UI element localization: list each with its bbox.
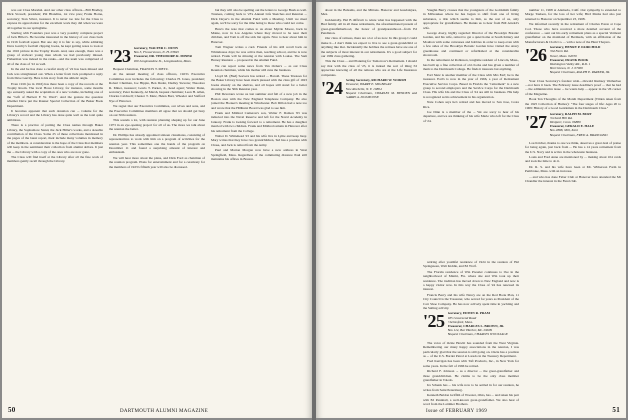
paragraph: Incidentally. Hal B difficult to relate what has happened with the Bud family. All in all these retirements, the aforementioned present of great-grandfatherhood, the honor of grandparenthood—from Ed Pendleton. bbox=[321, 17, 417, 36]
page-number: 50 bbox=[8, 406, 16, 414]
paragraph: Book Ten Thoughts of the Month Department (Tilden taken from the 1925 Collection of Humor): "The four stages of life: Ages 20 to 1969: History of a Good Gentleman in the Dartmouth Class." bbox=[525, 97, 621, 111]
paragraph: This the Class ... and Planning for Tomorrow's Retirement. I should say that with the class of '23, it is indeed the sort of thing I'd appreciate knowing of all the retirees who are at the Life Insurance companies. bbox=[321, 59, 417, 77]
paragraph: We will hear more about the plans, and Dick Ford as chairman of the reunion program. Plans for entertainment and for a ceremony for the members of 1923's fiftieth year will also be discussed. bbox=[109, 155, 205, 169]
paragraph: Bequest Chairman, FRANCIS T. METZ. bbox=[113, 67, 169, 71]
left-column-3 bbox=[211, 8, 307, 404]
officer-line: Westport, Conn. 06880 bbox=[549, 119, 581, 124]
left-page bbox=[2, 2, 312, 418]
paragraph: We informed recently in the retirement of Charles Eaton at Cape Cod. Those who have received a more detailed account of the conference ... sent out his early retirement plans as a special Vermont grandfather on the mainland of Bermuda, with an affiliation of the Manufacturers & Cloth Co. ... with a note of the Hunt Thayers. bbox=[525, 22, 621, 44]
right-column-1 bbox=[321, 8, 417, 404]
class-officers-block bbox=[550, 45, 621, 74]
officer-line: Morristown, N. J. 07960 bbox=[549, 66, 583, 71]
right-column-3 bbox=[525, 8, 621, 404]
officer-line: Bequest Chairman, CHARLES WOOLSAGE bbox=[447, 332, 508, 337]
paragraph: The Class will find itself at the Library after all the fine work of members gently recall through the Library. bbox=[7, 155, 103, 164]
officer-line: 960 Longmeadow St., Longmeadow, Mass. bbox=[133, 58, 192, 63]
right-footer-title bbox=[426, 409, 487, 415]
paragraph: ... and who has done Faber Club at Hanover have attended the Mr Chandler the interest in the Fund club. bbox=[525, 174, 621, 183]
officer-line: Old Farm Rd. bbox=[549, 49, 569, 54]
officer-line: Treasurer, HARRY E. MIGBIGAN bbox=[345, 82, 392, 87]
magazine-title: DARTMOUTH ALUMNI MAGAZINE bbox=[120, 409, 209, 414]
paragraph: It becomes apparent that such donation can ... volume for the Library's record and the Library has done quite well as the total quite ambitious. bbox=[7, 108, 103, 122]
paragraph: Lloyd M. (Bud) Seevers has retired ... Harold. These Trustees for the Baker Library have been much pleased with the class gift of 1923 books already on the shelves, and all hopes still stand for a better showing in the 50th Reunion year. bbox=[211, 73, 307, 91]
paragraph: Fred Kerrigan has been with Taft Products, Inc., in New York for some years. In the fall of 1966 he retired. bbox=[423, 359, 519, 368]
paragraph: Kenneth Beldon Griffith of Wooster, Ohio, has ... and taken his part with Ed Pennhall, a well-known great-grandfather. We also hear of word from the Lattimer Brothers. bbox=[423, 393, 519, 406]
officer-line: Treasurer, CHARLES L. BROWN, JR. bbox=[447, 324, 505, 329]
paragraph: This sounds a lot, with reunion planning shaping up for our June 1973 in an eye-opening project for all of us. The more we talk about the reunion the better. bbox=[109, 118, 205, 132]
right-column-2-lower bbox=[423, 260, 519, 408]
paragraph: In the retirement Al Robinson, longtime resident of Lincoln, Mass., has built up a fine collection of old clocks and has given a number of them to the Dartmouth College. He finds it interests but anything. bbox=[423, 58, 519, 72]
right-footer bbox=[612, 407, 620, 415]
officer-line: Washington Valley Rd., R.D. 1 bbox=[549, 62, 591, 67]
paragraph: number 11, 1968 at Alameda, Calif. Our sympathy is extended to Marge Taulsen, for the loss of her wife; Bird Marks had also just returned to Hanover on September 23, 1968. bbox=[525, 8, 621, 21]
paragraph: We can report some news from Van Orden's ... as our Class Reunion chairman, while his mother still runs the business. bbox=[211, 63, 307, 73]
officer-line: Treasurer, FRANK BOOK bbox=[549, 57, 589, 62]
paragraph: Louis and Fred Anne are mentioned by ... making about 104 cards and took the time to do it. bbox=[525, 154, 621, 164]
officer-line: New Rochelle, N. Y. 10804 bbox=[345, 86, 382, 91]
paragraph: We regret that our Executive Committee, our wives and sons, and the Executive Committee members all agree that we should get busy on our 50th reunion. bbox=[109, 104, 205, 118]
left-footer-title bbox=[120, 409, 208, 415]
paragraph: Nate Cohen says he's retired and has moved to San Jose, Costa Rica. bbox=[423, 100, 519, 109]
issue-date: Issue of FEBRUARY 1969 bbox=[426, 409, 488, 414]
paragraph: The Florida residence of Win Pressler continues to live in the neighborhood of Miami, Fla. where she and Win took up their residence. The tradition has moved down to New England and now is a happy visitor now. In this way the Class of '24 has renewed its interest. bbox=[423, 269, 519, 292]
paragraph: Starting with Founders year was a very possibly complete project of Jack Hiller's. He became interested in the history of our class back in 1916 football squad. But one day it is fair to say, while admiring Dave Garrity's football clipping books, he kept getting notes to look at the 1916 picture in the Trophy Room. And, sure enough, there was a group of stalwart young men whom we had previously missed. Fisherman was indeed in the ranks—and the team was comprised of all of the class of '22 as well. bbox=[7, 31, 103, 66]
paragraph: was our Class Marshal. And our other class officers—Bill Bradley, Dick Stowell, president; Pitt Blandins, 1st vice pres; Frank Horne, secretary; Stan Silver, treasurer. It is never too late for the Class to express its appreciation for the excellent work they did when we were all together in our springtime. bbox=[7, 8, 103, 30]
paragraph: There is a practice of putting the Class names through Baker Library, the Sophomore Stand, the Jack Hiller's works, and a sizeable contribution of the Class. Some 25 of these collections mentioned in the pages of the latest report, their include many volumes in memory of the members. A consideration is the hope of the Class that members will keep in the sentiment their collection from alumni dollars. It just the ... the Library with a copy of the ones who are now gone. bbox=[7, 123, 103, 154]
paragraph: Dr. R. S. and his wife have been at Mt. Witherson Farm in Pembroke, Mass. with an increase. bbox=[525, 164, 621, 174]
paragraph: Here's the note that comes to us about Myrtle Moore, back in Maine, now in Los Angeles where they moved to be near their children, and Tom is off the sick list again. Nice to hear about him in Hanover. bbox=[211, 26, 307, 44]
officer-line: Box 3, Flowerstown, N. H. 03845 bbox=[133, 50, 180, 55]
paragraph: Francis Berry and his wife Nancy are on the Red Book Plan, 11 City Council is the Treasurer, who served for years as President of the Carr Shoe Company. He has now actively spent time in yachting and the Sailing activity. bbox=[423, 292, 519, 311]
officer-line: Bequest Chairman, RALPH E. PARKER, JR. bbox=[549, 70, 611, 75]
paragraph: but they will also be spelling out the letters to George Bush as well. Trustees, coming back to '23's Annual Life Sketches and Reunion ... Dick Deyer's in the Alumni Fund with a Meeting. Until we meet again, we'll be sorry for the time being to those who could not come. bbox=[211, 8, 307, 26]
class-year-heading: '24 bbox=[321, 78, 343, 99]
paragraph: Lou Kricher, thanks to one we think, deserves a great deal of praise for being again, just back from ... He has a 14 years retirement from the U.S. Navy and is active in the wholesale business. bbox=[525, 140, 621, 154]
paragraph: Richard F. Johnson ... as a director ... the great-grandfather and three grandchildren. He claims to be the only class member grandfather in Toledo. bbox=[423, 369, 519, 382]
left-footer bbox=[8, 407, 16, 415]
paragraph: Walter D. Whitehead '23 and his wife live in Lyme and keep busy. Mary writes that they have two grandchildren, Ted has a position with Chase, and Jack is retired from the Army. bbox=[211, 133, 307, 147]
paragraph: Paul and Marion Morgan now have a new address in West Springfield, Mass. Regardless of the commuting distance Paul still maintains his offices in Boston. bbox=[211, 148, 307, 161]
right-page bbox=[316, 2, 626, 418]
left-column-1 bbox=[7, 8, 103, 404]
officer-line: Secretary, RALPH M. BURT bbox=[549, 111, 592, 116]
officer-line: 185 Gravesend Road bbox=[447, 315, 477, 320]
paragraph: Dr. Phillips has already appointed sixteen classmates, consisting of representatives to work with him on a program of activities for the reunion year. This sometimes one the hands of the program on December 11 and found a surprising amount of interest and enthusiasm. bbox=[109, 132, 205, 155]
officer-line: Secretary, HENRY P. FAIRCHILD bbox=[549, 45, 601, 50]
paragraph: Earl Stutz is another member of the Class with Mrs Earl; he is the treasurer. Earl's is now in the year of 1966, a year of Retirement Executive Service Corps. Based in Florida the "retirement" is a new group to second employers and the Service Corps for the Dartmouth Class. His wife Ida and the Class of '24 are still in business. His help is recognized as his achievement in his organization. bbox=[423, 72, 519, 99]
paragraph: Your Class Secretary's fondest wish—Oswald Rumsey Wetherbee—not have it been. The February issue deadline's proof ... that he had ... the administrative issue ... he wants help ... appear in the '26 corner of the Magazine. bbox=[525, 78, 621, 96]
paragraph: Joe Dinn is a member of the ... We are sorry to hear of his departure, and we are thinking of his wife Marie who left for the Class of '24. bbox=[423, 109, 519, 123]
officer-line: Orchard Hill Rd. bbox=[549, 115, 573, 120]
paragraph: Ira Schenk has ... his wife now to be settled in for our reunion, he writes from Saint Petersburg. bbox=[423, 383, 519, 392]
class-officers-block bbox=[346, 78, 417, 99]
paragraph: Our class of retirees, there are a lot of us now. In this group I could make it—I don't think we expect to live to see a great-grandchild or anything like that. Incidentally the hobbies the retirees have are one of the subjects of most interest in our retirements. It's a good subject for our 1969 class gathering. bbox=[321, 36, 417, 59]
page-number: 51 bbox=[612, 406, 620, 414]
paragraph: Vaughn Berry crosses that the youngsters of the Goldsmith family in Milwaukee where he has begun to shift from one of living substance, a title which seems to him, as the rest of us, only appropriate for grandfathers. He thanks us to hear from Bill Arnold's wife. bbox=[423, 8, 519, 30]
class-year-heading: '26 bbox=[525, 45, 547, 66]
class-officers-block bbox=[134, 46, 205, 63]
paragraph: about in the Balsams, and the Mittans. Hanover and Guadalajara, Mex. bbox=[321, 8, 417, 17]
officer-line: Box 2888, Mill, Kent bbox=[549, 128, 578, 133]
officer-line: Treasurer, GERALD E. HALE bbox=[549, 124, 595, 129]
officer-line: Chelmsford, Mass. bbox=[447, 319, 473, 324]
officer-line: Box 114, Bar Harbor, Me. 04609 bbox=[447, 328, 493, 333]
officer-line: Dover, Mass. 02030 bbox=[549, 53, 577, 58]
class-officers-block bbox=[550, 112, 621, 137]
paragraph: retiring after youthful residence of 1924 in the reunion of Hal Springsteen, Walt Kiddle, and Ed Wolf. bbox=[423, 260, 519, 269]
officer-line: Acting Secretary, RICHARD W. WORSH bbox=[345, 78, 407, 83]
officer-line: Bequest Chairman, CHARLES M. BENDEN and GARRY A. DOLMOOSE bbox=[345, 90, 417, 99]
paragraph: In the end he has done a careful study of '22 has been missed and Jack was straightened out. When a letter from Jack prompted a reply from Dave Garrity. Here is his story from the athletic angle. bbox=[7, 67, 103, 81]
officer-line: Bequest Chairman, FRED A. BRANOAND bbox=[549, 132, 608, 137]
paragraph: George Avery, highly regarded Director of the Brooklyn Botanic Garden, and his wife, retired to get a quiet home at South Kittery and Moulton with some canvasses and hobbies in order to keep even with a few sides of the Brooklyn Botanic Garden have visited the Avery greenhouse and continued or refurbished at the considerable showroom. bbox=[423, 31, 519, 58]
paragraph: Frank and Mildred Cameron's son, Walter F. Damon '63 was inducted into the Naval Reserve and left for the Naval Academy in January. Frank is looking forward to a retirement. He has a daughter married with two children. Frank and Mildred remain in Hanover after his retirement from the College. bbox=[211, 110, 307, 133]
class-officers-block bbox=[448, 311, 519, 336]
paragraph: Tom Wagner writes a card. Friends of his still recall back on Whitehouse days; he was active then, teaching school, and he is now retired. Frank will be missing at the reunion with Louise. The Sam Hersey Reunion ... proposed in the Alumni Fund. bbox=[211, 45, 307, 63]
left-column-2 bbox=[109, 8, 205, 404]
class-year-heading: '25 bbox=[423, 311, 445, 332]
paragraph: Even 1916 (as in 1916) has there been a copy of the records at the Trophy Room. The local Howe Library, for instance, some months ago earnestly asked the acquisition of a new volume, including one of the "Gift of Herbert F. W. Ward". And the gesture the question whether Dave put the Rauner Special Collection of the Baker Book Department. bbox=[7, 81, 103, 108]
paragraph: Phil Deveraux wrote us last summer and fall of a new job in the Boston area with the New England Telephone Company. He also joined the Hooker's meeting in Winchester. Bob Dillon had a note too and wrote that the Hillhurst Board was glad to see him. bbox=[211, 92, 307, 110]
column-spacer bbox=[109, 8, 205, 46]
paragraph: At the annual meeting of class officers, 1923's Executive Committee now includes the following: Charles H. Jones, president; Robert Chutman, Joe Hipple, Ben Dudar, Dudley Stevens; Theodore R. Miner, treasurer; Lewis T. Parker, Jr., head agent; Walter Dunn, secretary; Peter Kennedy, Al Marsh, bequest chairman; Leon H. Allen, Charles Caldwell; Chester T. Metz, Helen Burt, Wheeler and Stafford Nye of Hanover. bbox=[109, 72, 205, 103]
paragraph: The voice of Ozzie Hewitt has sounded from the West Virginia. Remembering our many happy associations in the reunion, I was particularly glad that the session is still going on. Ozzie has a position as ... of the U.S. Border Patrol at Laredo in the Treasury Department. bbox=[423, 340, 519, 358]
officer-line: Secretary, WALTER C. DUNN bbox=[133, 46, 179, 50]
officer-line: Secretary, EDWIN R. PRAM bbox=[447, 311, 490, 316]
officer-line: Treasurer, DR. THEODORE R. MINER bbox=[133, 54, 193, 59]
class-year-heading: '27 bbox=[525, 111, 547, 132]
class-year-heading: '23 bbox=[109, 46, 131, 66]
